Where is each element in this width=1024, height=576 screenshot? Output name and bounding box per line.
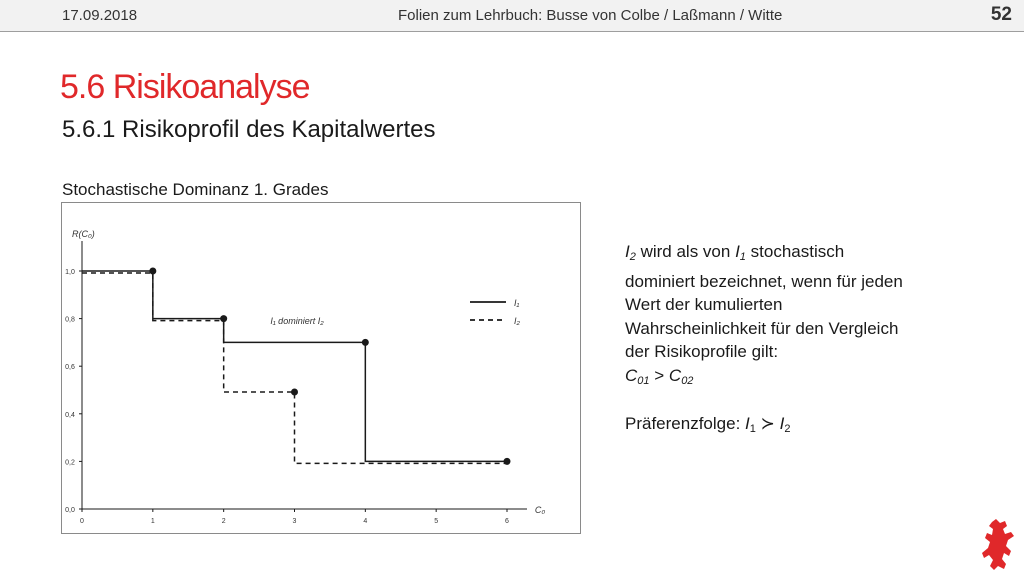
y-axis-label: R(C₀): [72, 229, 95, 239]
explanation-condition: $C_{01} > C_{02}$: [625, 365, 694, 387]
slide-title: 5.6 Risikoanalyse: [60, 68, 310, 106]
chart-annotation: I₁ dominiert I₂: [270, 316, 324, 326]
sym-i2: $I_2$: [625, 242, 636, 263]
x-tick-label: 0: [80, 518, 84, 525]
explanation-line-5: der Risikoprofile gilt:: [625, 342, 779, 361]
y-tick-label: 0,6: [65, 364, 75, 372]
series-1-point: [149, 268, 156, 275]
legend-label-2: I₂: [514, 316, 520, 326]
explanation-line-4: Wahrscheinlichkeit für den Vergleich: [625, 318, 899, 338]
slide-subtitle: 5.6.1 Risikoprofil des Kapitalwertes: [62, 116, 436, 143]
x-tick-label: 2: [221, 518, 226, 525]
explanation-line-2: dominiert bezeichnet, wenn für jeden: [625, 271, 903, 291]
y-tick-label: 0,2: [65, 459, 75, 467]
x-tick-label: 4: [363, 518, 368, 525]
explanation-line-1: $I_2$ wird als von $I_1$ stochastisch: [625, 242, 845, 263]
slide-caption: Folien zum Lehrbuch: Busse von Colbe / Laßmann / Witte: [398, 7, 783, 24]
preference-order: Präferenzfolge: $I_1$ ≻ $I_2$: [625, 414, 791, 435]
series-line-2: [82, 273, 507, 463]
explanation-line-3: Wert der kumulierten: [625, 295, 783, 314]
x-tick-label: 3: [292, 518, 297, 525]
chart-svg: [62, 203, 580, 533]
slide-date: 17.09.2018: [62, 7, 138, 24]
dominance-explanation: [625, 240, 975, 393]
x-tick-label: 1: [150, 518, 155, 525]
bear-coat-of-arms-icon: [978, 518, 1018, 572]
y-tick-label: 0,4: [65, 411, 75, 419]
page-number: 52: [990, 4, 1012, 25]
risk-profile-chart: [61, 202, 581, 534]
y-tick-label: 1,0: [65, 269, 75, 276]
section-label: Stochastische Dominanz 1. Grades: [62, 180, 329, 199]
x-tick-label: 5: [434, 518, 439, 525]
sym-i1: $I_1$: [735, 242, 746, 263]
legend-label-1: I₁: [514, 298, 520, 308]
slide-header-bar: [0, 0, 1024, 32]
y-tick-label: 0,8: [65, 316, 75, 324]
x-tick-label: 6: [505, 518, 509, 525]
series-1-point: [362, 339, 369, 346]
x-axis-label: C₀: [534, 505, 546, 515]
series-2-point: [291, 389, 298, 396]
y-tick-label: 0,0: [65, 507, 75, 514]
